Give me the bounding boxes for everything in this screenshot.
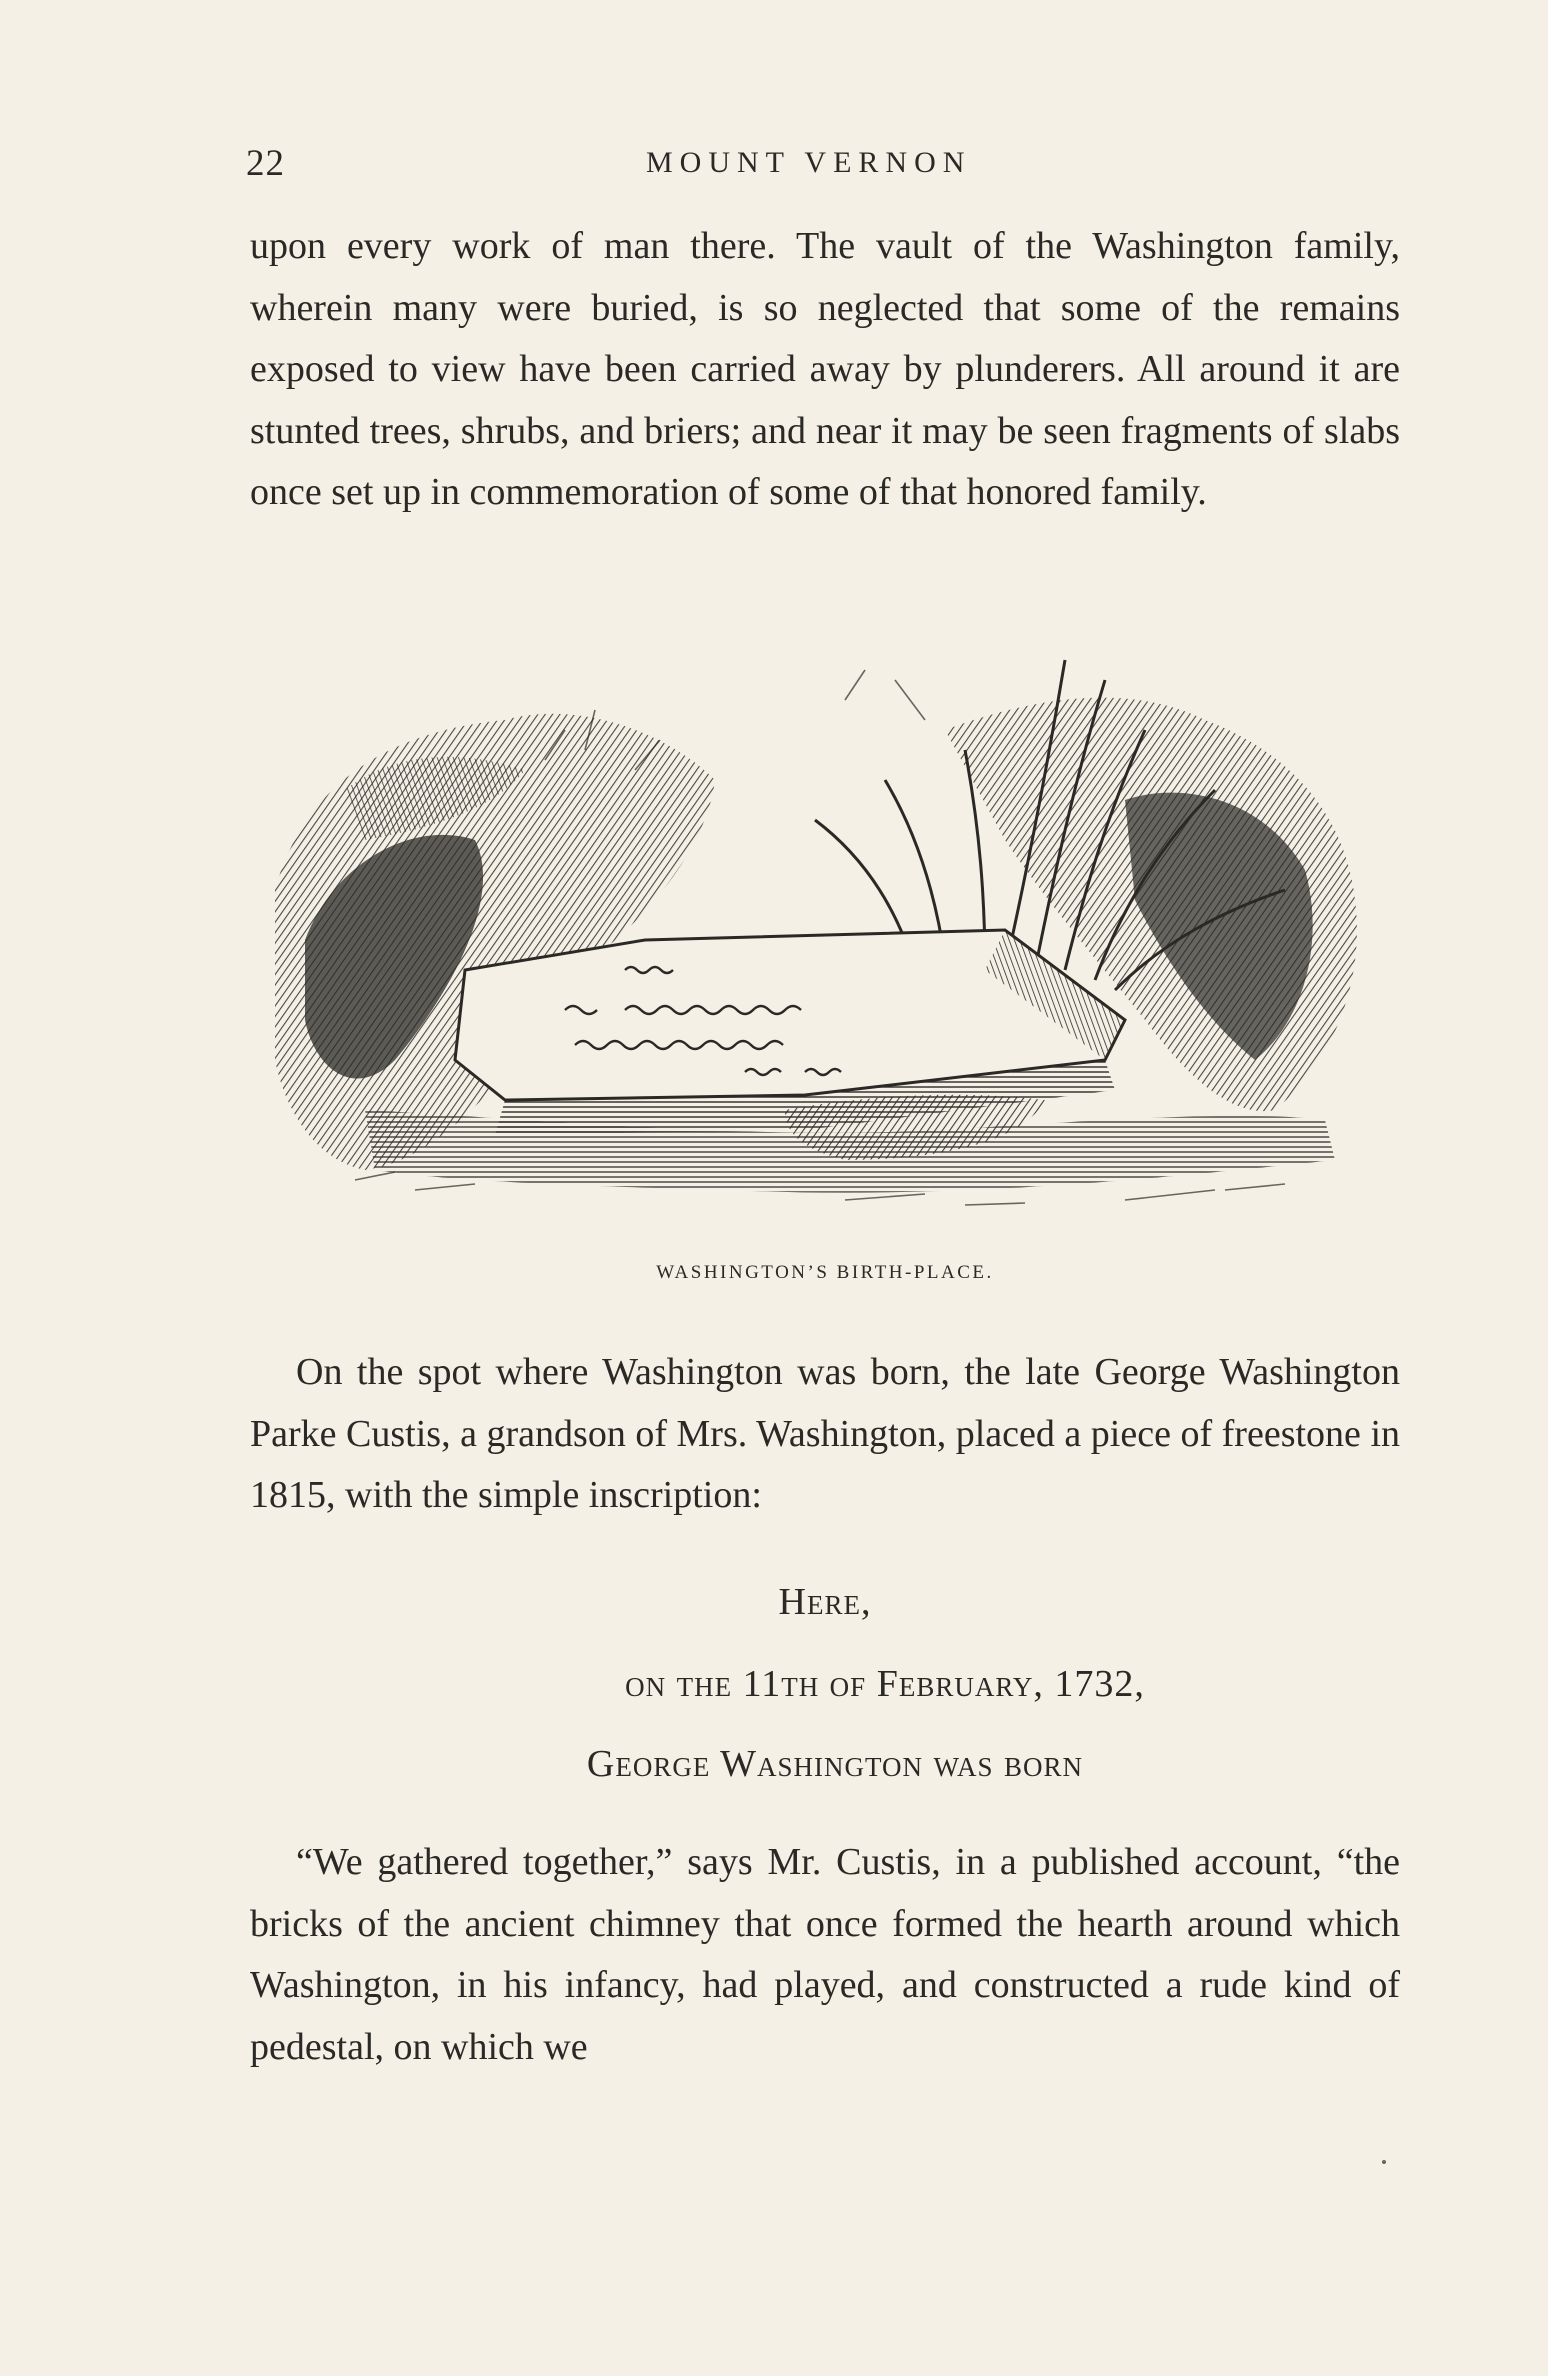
paragraph-custis-account: “We gathered together,” says Mr. Custis, in a published account, “the bricks of the ancient chimney that once formed the hearth around which Washington, in his infancy, had played, and constructed a rude kind of pedestal, on which we xyxy=(250,1841,1400,2068)
inscription-line-2: on the 11th of February, 1732, xyxy=(625,1663,1145,1705)
paragraph-birthplace: On the spot where Washington was born, the late George Washington Parke Custis, a grandson of Mrs. Washington, placed a piece of freestone in 1815, with the simple inscription: xyxy=(250,1351,1400,1516)
illustration-caption: WASHINGTON’S BIRTH-PLACE. xyxy=(656,1262,994,1283)
paragraph-vault: upon every work of man there. The vault of the Washington family, wherein many were buried, is so neglected that some of the remains exposed to view have been carried away by plunderers. All around it are stunted trees, shrubs, and briers; and near it may be seen fragments of slabs once set up in commemoration of some of that honored family. xyxy=(250,225,1400,513)
running-title: MOUNT VERNON xyxy=(646,146,972,179)
paper-speck xyxy=(1382,2160,1386,2164)
birthplace-engraving-icon xyxy=(245,640,1405,1260)
inscription-line-3: George Washington was born xyxy=(586,1743,1084,1785)
inscription-line-1: Here, xyxy=(778,1581,872,1623)
running-head xyxy=(246,142,1406,192)
page-number: 22 xyxy=(246,143,285,184)
